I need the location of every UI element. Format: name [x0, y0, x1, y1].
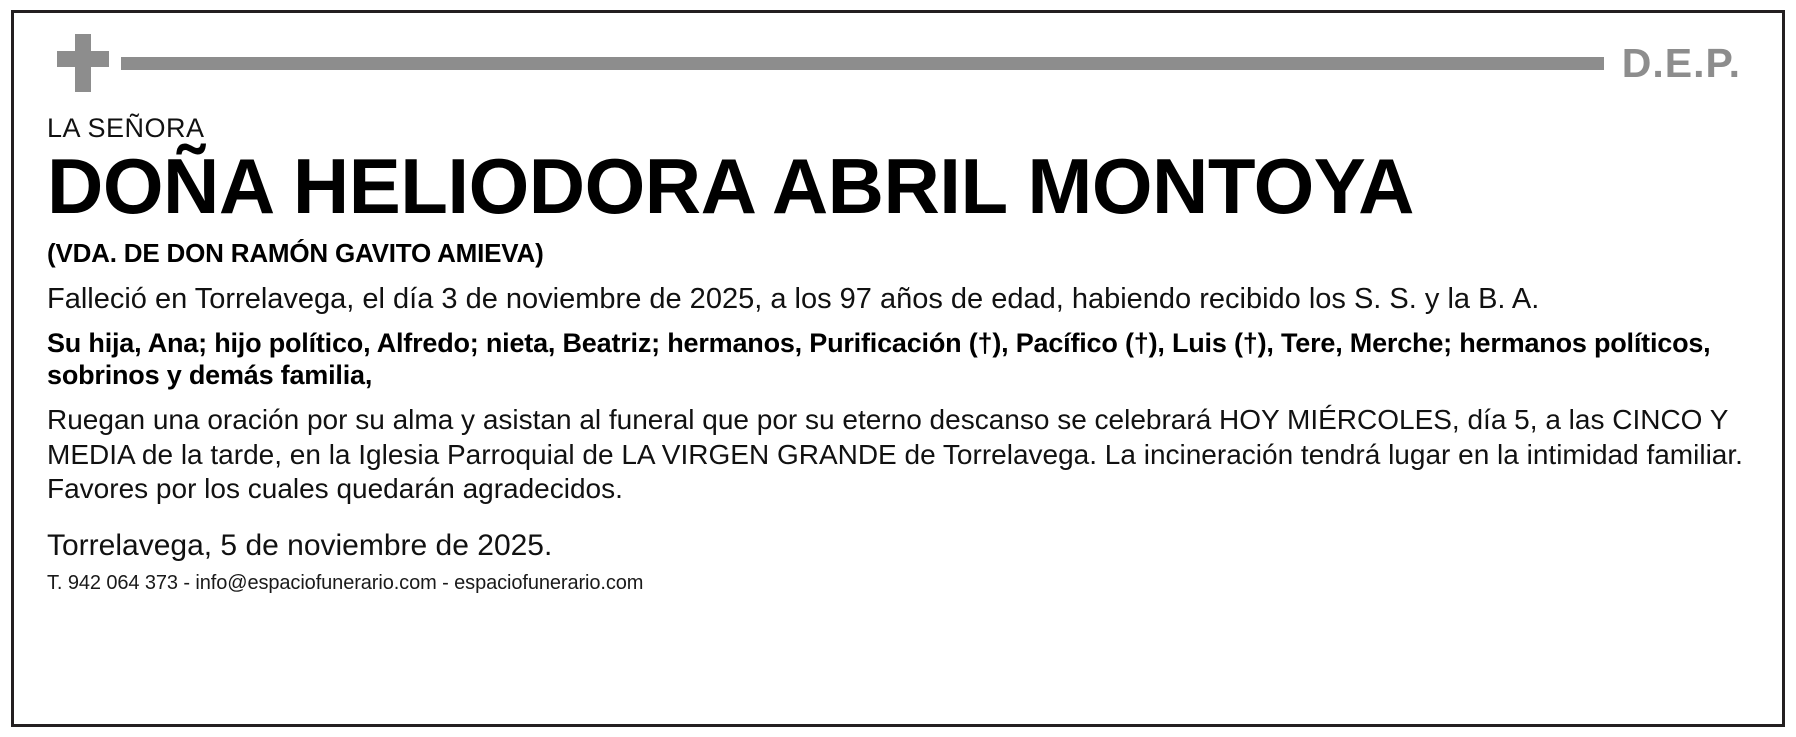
death-details-line: Falleció en Torrelavega, el día 3 de noviembre de 2025, a los 97 años de edad, habiendo recibido los S. S. y la B. A. [47, 283, 1540, 316]
funeral-invitation-line: Ruegan una oración por su alma y asistan al funeral que por su eterno descanso se celebrará HOY MIÉRCOLES, día 5, a las CINCO Y MEDIA de la tarde, en la Iglesia Parroquial de LA VIRGEN GRANDE de Torrelavega. La incineración tendrá lugar en la intimidad familiar. Favores por los cuales quedarán agradecidos. [47, 404, 1743, 505]
cross-horizontal-bar [57, 51, 109, 67]
deceased-name: DOÑA HELIODORA ABRIL MONTOYA [47, 142, 1414, 230]
dep-label: D.E.P. [1621, 39, 1741, 86]
funeral-home-contact: T. 942 064 373 - info@espaciofunerario.com - espaciofunerario.com [47, 571, 644, 594]
obituary-frame [11, 10, 1785, 727]
horizontal-rule [121, 57, 1604, 70]
place-and-date: Torrelavega, 5 de noviembre de 2025. [47, 528, 553, 562]
widow-of-line: (VDA. DE DON RAMÓN GAVITO AMIEVA) [47, 238, 544, 269]
cross-icon [57, 34, 109, 92]
obituary-content [47, 31, 1749, 714]
family-members-line: Su hija, Ana; hijo político, Alfredo; nieta, Beatriz; hermanos, Purificación (†), Pacífico (†), Luis (†), Tere, Merche; hermanos políticos, sobrinos y demás familia, [47, 327, 1711, 390]
pretitle: LA SEÑORA [47, 113, 205, 143]
header-rule-row [47, 31, 1749, 95]
